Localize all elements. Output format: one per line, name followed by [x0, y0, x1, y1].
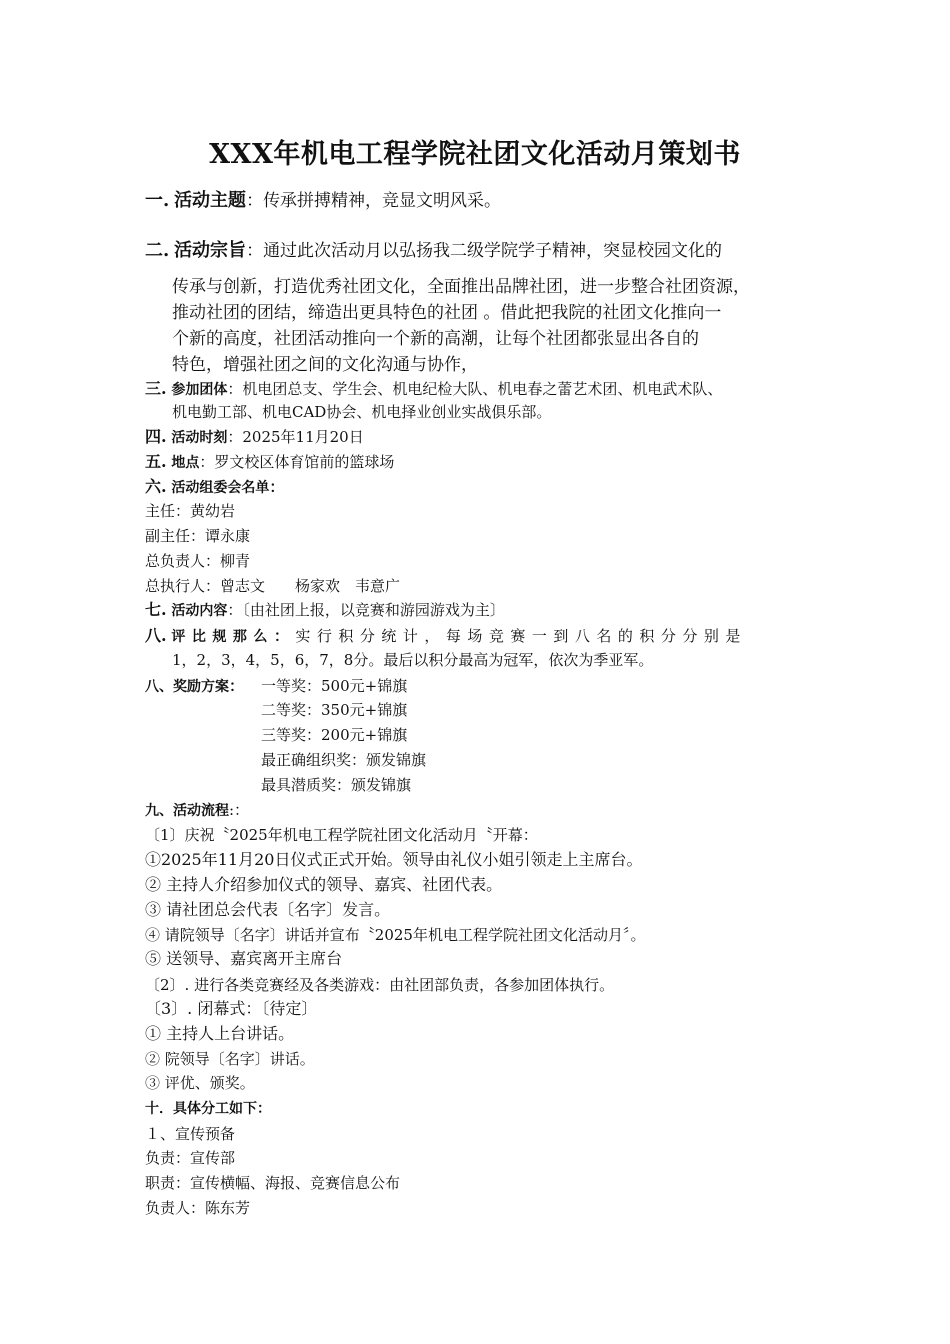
- section-number: 四.: [145, 427, 167, 446]
- process-substep: ⑤ 送领导、嘉宾离开主席台: [145, 949, 343, 968]
- section-location: [145, 452, 394, 473]
- process-substep: ①2025年11月20日仪式正式开始。领导由礼仪小姐引领走上主席台。: [145, 850, 643, 869]
- section-number: 三.: [145, 379, 167, 398]
- award-item: 三等奖：200元+锦旗: [261, 726, 408, 744]
- process-substep: ③ 请社团总会代表〔名字〕发言。: [145, 900, 391, 919]
- section-number: 五.: [145, 452, 167, 471]
- division-row: 负责：宣传部: [145, 1149, 236, 1167]
- section-label: 活动主题: [174, 190, 247, 211]
- award-item: 二等奖：350元+锦旗: [261, 701, 408, 719]
- section-label: 活动组委会名单: [171, 480, 270, 496]
- committee-row: 总执行人：曾志文 杨家欢 韦意广: [145, 577, 401, 595]
- section-number: 一.: [145, 190, 170, 211]
- section-text: 传承拼搏精神，竞显文明风采。: [263, 191, 502, 211]
- section-label: 九、活动流程: [145, 803, 229, 819]
- process-step: 〔2〕. 进行各类竞赛经及各类游戏：由社团部负责，各参加团体执行。: [145, 976, 615, 994]
- committee-row: 主任：黄幼岩: [145, 502, 236, 520]
- section-label: 活动宗旨: [174, 240, 247, 261]
- purpose-line: 个新的高度，社团活动推向一个新的高潮，让每个社团都张显出各自的: [172, 329, 699, 349]
- section-colon: ：: [227, 428, 243, 446]
- section-time: [145, 427, 364, 448]
- process-step: 〔3〕. 闭幕式：〔待定〕: [145, 999, 318, 1018]
- purpose-line: 特色，增强社团之间的文化沟通与协作，: [172, 355, 478, 375]
- section-colon: ：: [246, 191, 264, 211]
- section-number: 六.: [145, 477, 167, 496]
- section-label: 参加团体: [171, 382, 228, 398]
- participants-line: 机电勤工部、机电CAD协会、机电择业创业实战俱乐部。: [172, 403, 552, 421]
- section-colon: ：: [227, 380, 243, 398]
- section-division: 十．具体分工如下：: [145, 1101, 271, 1117]
- process-substep: ① 主持人上台讲话。: [145, 1024, 295, 1043]
- process-substep: ③ 评优、颁奖。: [145, 1074, 255, 1092]
- section-colon: ：: [269, 478, 285, 496]
- process-step: 〔1〕庆祝〝2025年机电工程学院社团文化活动月〝开幕：: [145, 826, 538, 844]
- section-colon: ：: [227, 601, 243, 619]
- section-label: 评比规那么: [171, 629, 274, 645]
- section-colon: ：: [273, 627, 296, 645]
- section-rules: [145, 626, 747, 647]
- rules-line: 1，2，3，4，5，6，7，8分。最后以积分最高为冠军，依次为季亚军。: [172, 651, 654, 669]
- section-text: 罗文校区体育馆前的篮球场: [214, 453, 395, 471]
- section-text: 〔由社团上报，以竞赛和游园游戏为主〕: [242, 601, 505, 619]
- process-substep: ② 主持人介绍参加仪式的领导、嘉宾、社团代表。: [145, 875, 503, 894]
- section-text: 实行积分统计，每场竞赛一到八名的积分分别是: [295, 627, 747, 645]
- division-row: 职责：宣传横幅、海报、竞赛信息公布: [145, 1174, 401, 1192]
- award-item: 最具潜质奖：颁发锦旗: [261, 776, 412, 794]
- section-text: 2025年11月20日: [242, 428, 364, 446]
- section-content: [145, 600, 505, 621]
- section-process: [145, 800, 249, 821]
- committee-row: 副主任：谭永康: [145, 527, 251, 545]
- division-row: 负责人：陈东芳: [145, 1199, 251, 1217]
- award-item: 最正确组织奖：颁发锦旗: [261, 751, 427, 769]
- section-colon: :：: [229, 801, 250, 819]
- document-title: XXX年机电工程学院社团文化活动月策划书: [209, 139, 741, 170]
- section-colon: ：: [199, 453, 215, 471]
- award-item: 一等奖：500元+锦旗: [261, 677, 408, 695]
- section-colon: ：: [229, 677, 245, 695]
- section-label: 活动时刻: [171, 430, 228, 446]
- section-label: 活动内容: [171, 603, 228, 619]
- section-number: 八.: [145, 626, 167, 645]
- section-purpose: [145, 240, 722, 263]
- process-substep: ② 院领导〔名字〕讲话。: [145, 1050, 315, 1068]
- section-awards: [145, 676, 244, 697]
- section-label: 地点: [171, 455, 200, 471]
- purpose-line: 传承与创新，打造优秀社团文化，全面推出品牌社团，进一步整合社团资源，: [172, 277, 750, 297]
- section-label: 八、奖励方案: [145, 679, 229, 695]
- division-row: １、宣传预备: [145, 1125, 236, 1143]
- section-participants: [145, 379, 722, 400]
- committee-row: 总负责人：柳青: [145, 552, 251, 570]
- section-number: 二.: [145, 240, 170, 261]
- section-colon: ：: [246, 241, 264, 261]
- purpose-line: 推动社团的团结，缔造出更具特色的社团 。借此把我院的社团文化推向一: [172, 303, 722, 323]
- section-theme: [145, 190, 501, 213]
- section-text: 通过此次活动月以弘扬我二级学院学子精神，突显校园文化的: [263, 241, 723, 261]
- section-text: 机电团总支、学生会、机电纪检大队、机电春之蕾艺术团、机电武术队、: [242, 380, 723, 398]
- section-committee: [145, 477, 284, 498]
- section-number: 七.: [145, 600, 167, 619]
- process-substep: ④ 请院领导〔名字〕讲话并宣布〝2025年机电工程学院社团文化活动月〞。: [145, 926, 646, 944]
